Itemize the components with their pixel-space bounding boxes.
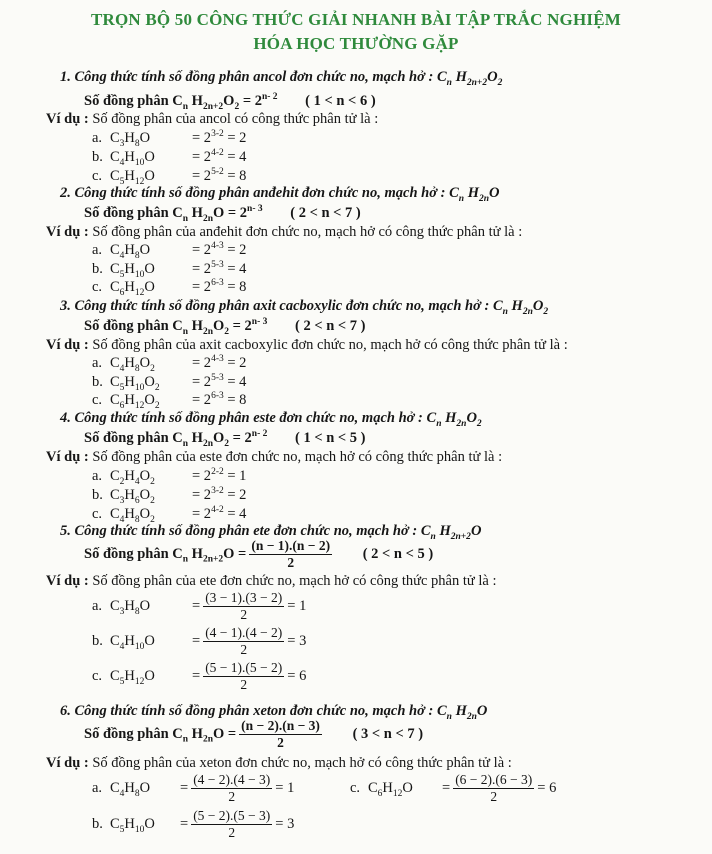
section-1-example-c: c. $C_5H_{12}O = 2^{5-2} = 8$: [92, 167, 247, 187]
section-3-formula: Số đồng phân $C_n$ $H_{2n}O_2 = 2^{n- 3}$ ( 2 < n < 7 ): [84, 317, 366, 337]
section-1-condition: ( 1 < n < 6 ): [305, 93, 376, 109]
section-4-example-intro: Ví dụ : Số đồng phân của este đơn chức no, mạch hở có công thức phân tử là :: [46, 449, 503, 465]
section-4-head-formula: $C_n$ $H_{2n}O_2$: [426, 410, 482, 429]
section-4-example-b: b. $C_3H_6O_2 = 2^{3-2} = 2$: [92, 486, 247, 506]
section-6-formula: Số đồng phân $C_n$ $H_{2n}O$ = $\frac{(n - 2).(n - 3)}{2}$ ( 3 < n < 7 ): [84, 718, 424, 750]
section-2-example-b: b. $C_5H_{10}O = 2^{5-3} = 4$: [92, 260, 247, 280]
section-1-example-a: a. $C_3H_8O = 2^{3-2} = 2$: [92, 129, 247, 149]
section-4-formula: Số đồng phân $C_n$ $H_{2n}O_2 = 2^{n- 2}$ ( 1 < n < 5 ): [84, 429, 366, 449]
section-2-example-a: a. $C_4H_8O = 2^{4-3} = 2$: [92, 241, 247, 261]
section-4-condition: ( 1 < n < 5 ): [295, 430, 366, 446]
section-5-example-a: a. $C_3H_8O$ = $\frac{(3 - 1).(3 - 2)}{2}$ = 1: [92, 590, 307, 622]
section-1-example-b: b. $C_4H_{10}O = 2^{4-2} = 4$: [92, 148, 247, 168]
section-6-condition: ( 3 < n < 7 ): [352, 725, 424, 742]
section-2-condition: ( 2 < n < 7 ): [290, 205, 361, 221]
section-3-heading: 3. Công thức tính số đồng phân axit cacboxylic đơn chức no, mạch hở : $C_n$ $H_{2n}O_2$: [60, 298, 549, 317]
section-6-example-c: c. $C_6H_{12}O$ = $\frac{(6 - 2).(6 - 3)}{2}$ = 6: [350, 772, 557, 804]
section-3-example-intro: Ví dụ : Số đồng phân của axit cacboxylic đơn chức no, mạch hở có công thức phân tử là :: [46, 337, 568, 353]
section-4-example-a: a. $C_2H_4O_2 = 2^{2-2} = 1$: [92, 467, 247, 487]
section-5-head-formula: $C_n$ $H_{2n+2}O$: [420, 523, 482, 542]
section-5-example-b: b. $C_4H_{10}O$ = $\frac{(4 - 1).(4 - 2)}{2}$ = 3: [92, 625, 307, 657]
page-title: TRỌN BỘ 50 CÔNG THỨC GIẢI NHANH BÀI TẬP TRẮC NGHIỆM: [90, 10, 622, 29]
section-5-fraction: $\frac{(n - 1).(n - 2)}{2}$: [251, 538, 331, 570]
section-3-example-b: b. $C_5H_{10}O_2 = 2^{5-3} = 4$: [92, 373, 247, 393]
page-subtitle: HÓA HỌC THƯỜNG GẶP: [253, 34, 459, 53]
section-6-heading: 6. Công thức tính số đồng phân xeton đơn chức no, mạch hở : $C_n$ $H_{2n}O$: [60, 703, 488, 722]
section-2-heading: 2. Công thức tính số đồng phân anđehit đơn chức no, mạch hở : $C_n$ $H_{2n}O$: [60, 185, 500, 204]
section-1-head-formula: $C_n$ $H_{2n+2}O_2$: [437, 69, 503, 88]
section-5-formula: Số đồng phân $C_n$ $H_{2n+2}O$ = $\frac{(n - 1).(n - 2)}{2}$ ( 2 < n < 5 ): [84, 538, 434, 570]
section-2-head-formula: $C_n$ $H_{2n}O$: [449, 185, 500, 204]
section-5-heading: 5. Công thức tính số đồng phân ete đơn chức no, mạch hở : $C_n$ $H_{2n+2}O$: [60, 523, 482, 542]
section-2-formula: Số đồng phân $C_n$ $H_{2n}O = 2^{n- 3}$ ( 2 < n < 7 ): [84, 204, 361, 224]
section-6-example-intro: Ví dụ : Số đồng phân của xeton đơn chức no, mạch hở có công thức phân tử là :: [46, 755, 512, 771]
section-3-condition: ( 2 < n < 7 ): [295, 318, 366, 334]
section-3-example-a: a. $C_4H_8O_2 = 2^{4-3} = 2$: [92, 354, 247, 374]
section-6-example-b: b. $C_5H_{10}O$ = $\frac{(5 - 2).(5 - 3)}{2}$ = 3: [92, 808, 295, 840]
section-5-example-intro: Ví dụ : Số đồng phân của ete đơn chức no, mạch hở có công thức phân tử là :: [46, 573, 497, 589]
section-5-example-c: c. $C_5H_{12}O$ = $\frac{(5 - 1).(5 - 2)}{2}$ = 6: [92, 660, 307, 692]
section-2-example-intro: Ví dụ : Số đồng phân của anđehit đơn chức no, mạch hở có công thức phân tử là :: [46, 224, 523, 240]
section-3-head-formula: $C_n$ $H_{2n}O_2$: [492, 298, 549, 317]
section-5-condition: ( 2 < n < 5 ): [362, 545, 434, 562]
section-1-heading: 1. Công thức tính số đồng phân ancol đơn chức no, mạch hở : $C_n$ $H_{2n+2}O_2$: [60, 69, 503, 88]
section-1-formula: Số đồng phân $C_n$ $H_{2n+2}O_2 = 2^{n- 2}$ ( 1 < n < 6 ): [84, 92, 376, 112]
section-1-example-intro: Ví dụ : Số đồng phân của ancol có công thức phân tử là :: [46, 111, 379, 127]
section-4-example-c: c. $C_4H_8O_2 = 2^{4-2} = 4$: [92, 505, 247, 525]
section-6-head-formula: $C_n$ $H_{2n}O$: [437, 703, 488, 722]
section-6-fraction: $\frac{(n - 2).(n - 3)}{2}$: [241, 718, 320, 750]
section-4-heading: 4. Công thức tính số đồng phân este đơn chức no, mạch hở : $C_n$ $H_{2n}O_2$: [60, 410, 482, 429]
section-2-example-c: c. $C_6H_{12}O = 2^{6-3} = 8$: [92, 278, 247, 298]
section-3-example-c: c. $C_6H_{12}O_2 = 2^{6-3} = 8$: [92, 391, 247, 411]
section-6-example-a: a. $C_4H_8O$ = $\frac{(4 - 2).(4 - 3)}{2}$ = 1: [92, 772, 295, 804]
